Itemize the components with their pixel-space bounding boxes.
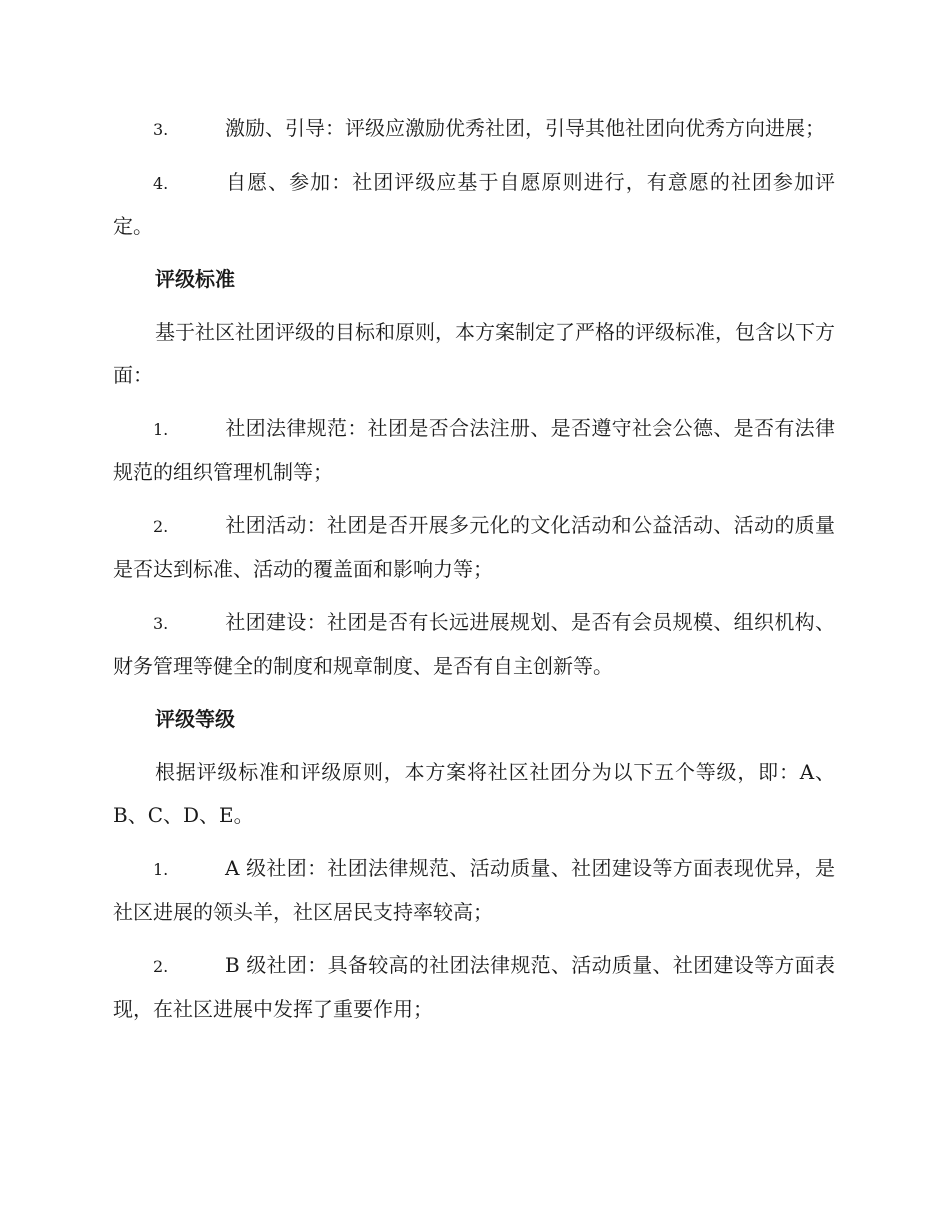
list-text: B 级社团：具备较高的社团法律规范、活动质量、社团建设等方面表现，在社区进展中发挥了重要作用； [113,953,835,1021]
section-intro-paragraph: 基于社区社团评级的目标和原则，本方案制定了严格的评级标准，包含以下方面： [113,320,835,387]
section-heading-rating-criteria: 评级标准 [155,267,235,291]
list-number: 3. [153,614,169,633]
list-text: 社团建设：社团是否有长远进展规划、是否有会员规模、组织机构、财务管理等健全的制度和规章制度、是否有自主创新等。 [113,610,835,678]
list-text: 社团活动：社团是否开展多元化的文化活动和公益活动、活动的质量是否达到标准、活动的覆盖面和影响力等； [113,513,835,581]
list-number: 1. [153,420,169,439]
list-text: 自愿、参加：社团评级应基于自愿原则进行，有意愿的社团参加评定。 [113,170,835,238]
document-body [113,107,835,1041]
section-intro-paragraph: 根据评级标准和评级原则，本方案将社区社团分为以下五个等级，即：A、B、C、D、E。 [113,760,835,827]
list-number: 4. [153,174,169,193]
list-number: 1. [153,860,169,879]
list-number: 2. [153,517,169,536]
list-text: A 级社团：社团法律规范、活动质量、社团建设等方面表现优异，是社区进展的领头羊，社区居民支持率较高； [113,856,835,924]
list-item [113,847,835,934]
list-item [113,107,835,151]
list-item [113,407,835,494]
list-item [113,601,835,688]
list-text: 社团法律规范：社团是否合法注册、是否遵守社会公德、是否有法律规范的组织管理机制等； [113,416,835,484]
list-text: 激励、引导：评级应激励优秀社团，引导其他社团向优秀方向进展； [225,116,825,140]
section-heading-rating-levels: 评级等级 [155,707,235,731]
list-item [113,161,835,248]
list-number: 2. [153,957,169,976]
list-item [113,944,835,1031]
list-number: 3. [153,120,169,139]
list-item [113,504,835,591]
